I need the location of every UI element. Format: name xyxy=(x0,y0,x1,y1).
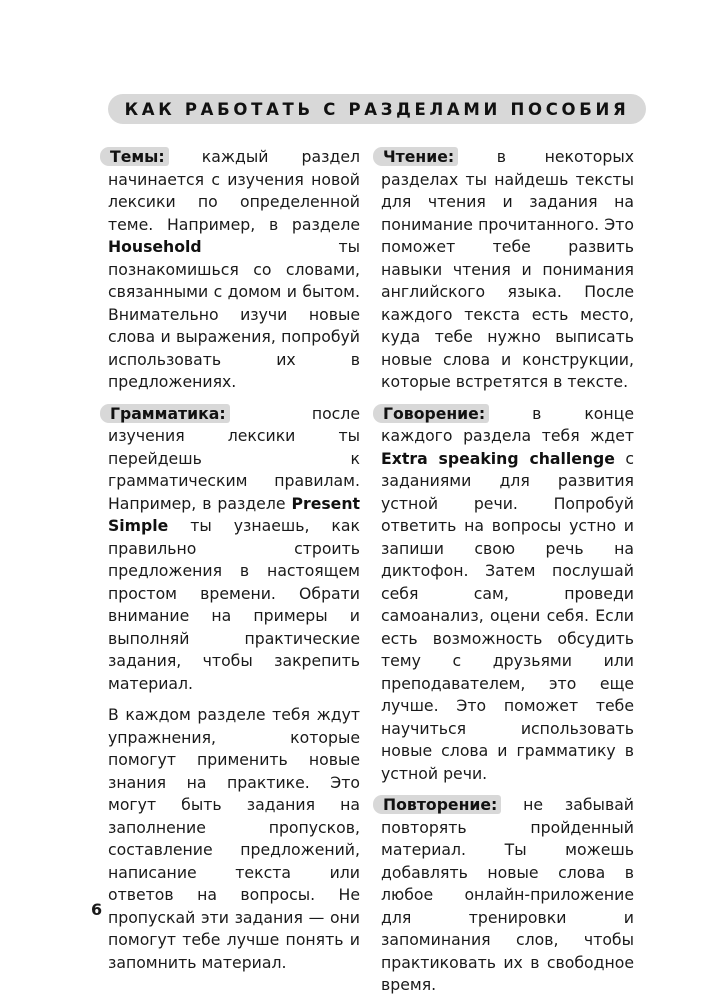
speaking-text-1: в конце каждого раздела тебя ждет xyxy=(381,403,634,445)
review-text: не забывай повторять пройденный материал. Ты можешь добавлять новые слова в любое онлайн-приложение для тренировки и запоминания слов, чтобы практиковать их в свободное время. xyxy=(381,795,634,994)
topics-paragraph xyxy=(108,146,360,394)
grammar-text-2: ты узнаешь, как правильно строить предложения в настоящем простом времени. Обрати внимание на примеры и выполняй практические задания, чтобы закрепить материал. xyxy=(108,516,360,693)
reading-label: Чтение: xyxy=(373,147,458,166)
grammar-text-1: после изучения лексики ты перейдешь к грамматическим правилам. Например, в разделе xyxy=(108,403,360,513)
section-title: КАК РАБОТАТЬ С РАЗДЕЛАМИ ПОСОБИЯ xyxy=(124,99,630,119)
review-paragraph xyxy=(381,794,634,997)
review-label: Повторение: xyxy=(373,795,501,814)
reading-paragraph xyxy=(381,146,634,394)
speaking-paragraph xyxy=(381,403,634,786)
left-column xyxy=(108,146,360,983)
topics-bold-term: Household xyxy=(108,237,202,256)
topics-text-1: каждый раздел начинается с изучения новой лексики по определенной теме. Например, в разделе xyxy=(108,147,360,234)
grammar-bold-term: Present Simple xyxy=(108,493,360,535)
grammar-label: Грамматика: xyxy=(100,404,230,423)
topics-text-2: ты познакомишься со словами, связанными с домом и бытом. Внимательно изучи новые слова и выражения, попробуй использовать их в предложениях. xyxy=(108,237,360,391)
exercises-paragraph: В каждом разделе тебя ждут упражнения, которые помогут применить новые знания на практике. Это могут быть задания на заполнение пропусков, составление предложений, написание текста или ответов на вопросы. Не пропускай эти задания — они помогут тебе лучше понять и запомнить материал. xyxy=(108,705,360,972)
speaking-text-2: с заданиями для развития устной речи. Попробуй ответить на вопросы устно и запиши свою речь на диктофон. Затем послушай себя сам, проведи самоанализ, оцени себя. Если есть возможность обсудить тему с друзьями или преподавателем, это еще лучше. Это поможет тебе научиться использовать новые слова и грамматику в устной речи. xyxy=(381,448,634,783)
topics-label: Темы: xyxy=(100,147,169,166)
right-column xyxy=(381,146,634,1006)
speaking-label: Говорение: xyxy=(373,404,489,423)
reading-text: в некоторых разделах ты найдешь тексты для чтения и задания на понимание прочитанного. Это поможет тебе развить навыки чтения и понимания английского языка. После каждого текста есть место, куда тебе нужно выписать новые слова и конструкции, которые встретятся в тексте. xyxy=(381,147,634,391)
grammar-paragraph xyxy=(108,403,360,696)
speaking-bold-term: Extra speaking challenge xyxy=(381,448,615,468)
section-title-bar xyxy=(108,94,646,124)
page-number: 6 xyxy=(91,900,103,919)
